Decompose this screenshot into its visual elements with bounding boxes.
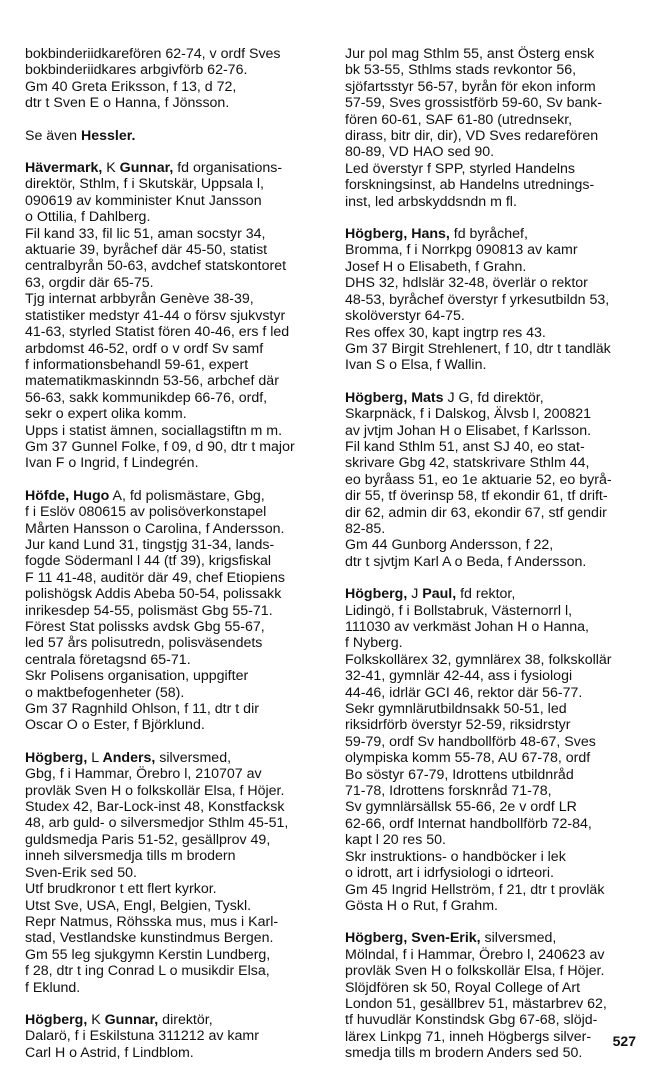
entry-line	[345, 259, 645, 275]
headword: Gunnar,	[119, 160, 174, 177]
entry-line	[25, 390, 325, 406]
entry-text: 57-59, Sves grossistförb 59-60, Sv bank-	[345, 95, 603, 112]
entry-text: Lidingö, f i Bollstabruk, Västernorrl l,	[345, 602, 573, 619]
entry-text: London 51, gesällbrev 51, mästarbrev 62,	[345, 995, 607, 1012]
entry-text: Gm 40 Greta Eriksson, f 13, d 72,	[25, 78, 237, 95]
entry-text: inrikesdep 54-55, polismäst Gbg 55-71.	[25, 602, 273, 619]
entry-text: Gm 55 leg sjukgymn Kerstin Lundberg,	[25, 946, 271, 963]
entry-text: Gm 37 Gunnel Folke, f 09, d 90, dtr t major	[25, 438, 295, 455]
entry-line	[25, 799, 325, 815]
headword: Höfde, Hugo	[25, 487, 110, 504]
entry-text: Sekr gymnlärutbildnsakk 50-51, led	[345, 701, 567, 718]
entry-text: skrivare Gbg 42, statskrivare Sthlm 44,	[345, 455, 590, 472]
entry-text: olympiska komm 55-78, AU 67-78, ordf	[345, 750, 591, 767]
entry-line	[345, 275, 645, 291]
entry-line	[345, 882, 645, 898]
entry-text: fd byråchef,	[449, 226, 528, 243]
entry-text: K	[102, 160, 120, 177]
entry-line	[345, 996, 645, 1012]
entry-line	[345, 980, 645, 996]
entry-text: Tjg internat arbbyrån Genève 38-39,	[25, 291, 254, 308]
entry-text: Carl H o Astrid, f Lindblom.	[25, 1044, 194, 1061]
entry-line	[345, 586, 645, 602]
entry-text: Sven-Erik sed 50.	[25, 864, 137, 881]
entry-line	[25, 570, 325, 586]
entry-line	[345, 537, 645, 553]
entry-text: 41-63, styrled Statist fören 40-46, ers f led	[25, 324, 290, 341]
entry-text: 48-53, byråchef överstyr f yrkesutbildn 53,	[345, 291, 610, 308]
entry-line	[25, 603, 325, 619]
entry-text: A, fd polismästare, Gbg,	[109, 487, 265, 504]
entry-line	[25, 783, 325, 799]
entry-line	[345, 128, 645, 144]
entry-line	[25, 176, 325, 192]
biography-entry	[345, 930, 645, 1061]
entry-line	[25, 521, 325, 537]
entry-text: guldsmedja Paris 51-52, gesällprov 49,	[25, 831, 271, 848]
entry-line	[345, 963, 645, 979]
biography-entry	[345, 586, 645, 914]
entry-text: Mölndal, f i Hammar, Örebro l, 240623 av	[345, 946, 605, 963]
entry-line	[25, 46, 325, 62]
entry-line	[25, 308, 325, 324]
biography-entry	[25, 488, 325, 734]
entry-text: stad, Vestlandske kunstindmus Bergen.	[25, 930, 274, 947]
entry-text: riksidrförb överstyr 52-59, riksidrstyr	[345, 717, 571, 734]
entry-text: dtr t Sven E o Hanna, f Jönsson.	[25, 95, 230, 112]
headword: Gunnar,	[104, 1011, 159, 1028]
entry-text: Skr Polisens organisation, uppgifter	[25, 668, 249, 685]
entry-text: inneh silversmedja tills m brodern	[25, 848, 236, 865]
entry-text: Gm 45 Ingrid Hellström, f 21, dtr t provläk	[345, 881, 605, 898]
entry-line	[25, 488, 325, 504]
biography-entry	[25, 1012, 325, 1061]
entry-line	[25, 635, 325, 651]
entry-line	[345, 423, 645, 439]
biography-entry	[345, 226, 645, 374]
entry-line	[345, 521, 645, 537]
entry-line	[345, 849, 645, 865]
entry-line	[345, 898, 645, 914]
entry-text: Fil kand 33, fil lic 51, aman socstyr 34,	[25, 225, 266, 242]
entry-line	[25, 406, 325, 422]
entry-line	[25, 947, 325, 963]
entry-line	[345, 488, 645, 504]
entry-text: centrala företagsnd 65-71.	[25, 651, 191, 668]
entry-line	[345, 930, 645, 946]
entry-text: Repr Natmus, Röhsska mus, mus i Karl-	[25, 913, 279, 930]
entry-text: fd rektor,	[456, 586, 516, 603]
entry-text: F 11 41-48, auditör där 49, chef Etiopiens	[25, 569, 286, 586]
entry-line	[345, 341, 645, 357]
entry-text: f 28, dtr t ing Conrad L o musikdir Elsa,	[25, 963, 270, 980]
entry-line	[345, 701, 645, 717]
entry-line	[345, 554, 645, 570]
entry-text: sjöfartsstyr 56-57, byrån för ekon inform	[345, 78, 596, 95]
entry-line	[25, 275, 325, 291]
biography-entry	[25, 160, 325, 472]
entry-line	[345, 505, 645, 521]
entry-line	[345, 325, 645, 341]
entry-line	[345, 95, 645, 111]
entry-line	[25, 537, 325, 553]
headword: Högberg,	[345, 586, 408, 603]
entry-line	[25, 1028, 325, 1044]
entry-line	[345, 144, 645, 160]
headword: Högberg, Mats	[345, 389, 444, 406]
entry-line	[25, 128, 325, 144]
entry-line	[25, 423, 325, 439]
entry-text: arbdomst 46-52, ordf o v ordf Sv samf	[25, 340, 264, 357]
entry-line	[25, 504, 325, 520]
entry-text: J G, fd direktör,	[443, 389, 544, 406]
entry-line	[25, 62, 325, 78]
entry-line	[345, 472, 645, 488]
entry-text: Jur kand Lund 31, tingstjg 31-34, lands-	[25, 536, 275, 553]
entry-line	[345, 62, 645, 78]
entry-text: aktuarie 39, byråchef där 45-50, statist	[25, 242, 268, 259]
entry-line	[345, 750, 645, 766]
entry-text: centralbyrån 50-63, avdchef statskontoret	[25, 258, 287, 275]
entry-line	[345, 767, 645, 783]
entry-text: Res offex 30, kapt ingtrp res 43.	[345, 324, 546, 341]
entry-line	[25, 226, 325, 242]
entry-line	[25, 258, 325, 274]
entry-text: fd organisations-	[173, 160, 283, 177]
headword: Anders,	[102, 749, 156, 766]
entry-line	[345, 390, 645, 406]
entry-text: o idrott, art i idrfysiologi o idrteori.	[345, 865, 554, 882]
entry-line	[25, 373, 325, 389]
entry-line	[25, 160, 325, 176]
headword: Paul,	[422, 586, 457, 603]
entry-text: Jur pol mag Sthlm 55, anst Österg ensk	[345, 46, 595, 62]
page-number: 527	[612, 1033, 636, 1049]
entry-text: kapt l 20 res 50.	[345, 832, 446, 849]
entry-text: silversmed,	[155, 749, 232, 766]
headword: Hävermark,	[25, 160, 103, 177]
entry-text: 59-79, ordf Sv handbollförb 48-67, Sves	[345, 733, 596, 750]
entry-line	[25, 95, 325, 111]
entry-line	[345, 832, 645, 848]
headword: Hessler.	[81, 127, 136, 144]
entry-text: sekr o expert olika komm.	[25, 406, 187, 423]
entry-text: f i Eslöv 080615 av polisöverkonstapel	[25, 504, 267, 521]
entry-line	[25, 668, 325, 684]
entry-text: K	[87, 1011, 105, 1028]
entry-text: Josef H o Elisabeth, f Grahn.	[345, 258, 527, 275]
entry-text: 48, arb guld- o silversmedjor Sthlm 45-51,	[25, 815, 289, 832]
entry-text: Skarpnäck, f i Dalskog, Älvsb l, 200821	[345, 406, 592, 423]
entry-text: bokbinderiidkares arbgivförb 62-76.	[25, 62, 248, 79]
entry-line	[25, 914, 325, 930]
entry-line	[25, 324, 325, 340]
entry-line	[25, 685, 325, 701]
entry-text: 82-85.	[345, 520, 386, 537]
entry-text: direktör, Sthlm, f i Skutskär, Uppsala l,	[25, 176, 264, 193]
entry-text: 32-41, gymnlär 42-44, ass i fysiologi	[345, 668, 573, 685]
biography-entry	[25, 46, 325, 112]
entry-line	[345, 865, 645, 881]
entry-line	[25, 1045, 325, 1061]
entry-text: fogde Södermanl l 44 (tf 39), krigsfiskal	[25, 553, 272, 570]
entry-text: Gösta H o Rut, f Grahm.	[345, 897, 498, 914]
entry-line	[345, 242, 645, 258]
entry-text: Slöjdfören sk 50, Royal College of Art	[345, 979, 581, 996]
entry-text: direktör,	[158, 1011, 213, 1028]
entry-text: provläk Sven H o folkskollär Elsa, f Höjer.	[25, 782, 285, 799]
entry-text: lärex Linkpg 71, inneh Högbergs silver-	[345, 1028, 592, 1045]
entry-text: Se även	[25, 127, 82, 144]
entry-text: polishögsk Addis Abeba 50-54, polissakk	[25, 586, 282, 603]
entry-line	[25, 209, 325, 225]
entry-line	[345, 635, 645, 651]
entry-text: tf huvudlär Konstindsk Gbg 67-68, slöjd-	[345, 1012, 598, 1029]
entry-text: Oscar O o Ester, f Björklund.	[25, 717, 205, 734]
entry-text: L	[87, 749, 103, 766]
biography-entry	[345, 46, 645, 210]
entry-text: Utf brudkronor t ett flert kyrkor.	[25, 881, 217, 898]
entry-text: f informationsbehandl 59-61, expert	[25, 356, 249, 373]
entry-line	[25, 848, 325, 864]
entry-text: 56-63, sakk kommunikdep 66-76, ordf,	[25, 389, 268, 406]
entry-line	[345, 226, 645, 242]
entry-line	[25, 815, 325, 831]
entry-text: 62-66, ordf Internat handbollförb 72-84,	[345, 815, 592, 832]
entry-text: Upps i statist ämnen, sociallagstiftn m m.	[25, 422, 283, 439]
entry-text: 44-46, idrlär GCI 46, rektor där 56-77.	[345, 684, 583, 701]
entry-text: provläk Sven H o folkskollär Elsa, f Höjer.	[345, 963, 605, 980]
entry-line	[345, 161, 645, 177]
entry-text: Gm 37 Ragnhild Ohlson, f 11, dtr t dir	[25, 701, 259, 718]
entry-text: smedja tills m brodern Anders sed 50.	[345, 1045, 583, 1062]
entry-line	[25, 701, 325, 717]
entry-line	[345, 717, 645, 733]
entry-line	[345, 783, 645, 799]
entry-text: dtr t sjvtjm Karl A o Beda, f Andersson.	[345, 553, 587, 570]
entry-text: Dalarö, f i Eskilstuna 311212 av kamr	[25, 1028, 259, 1045]
entry-text: Gm 44 Gunborg Andersson, f 22,	[345, 537, 554, 554]
entry-text: Bo söstyr 67-79, Idrottens utbildnråd	[345, 766, 574, 783]
entry-line	[25, 1012, 325, 1028]
entry-line	[345, 177, 645, 193]
entry-line	[345, 816, 645, 832]
entry-line	[25, 750, 325, 766]
entry-line	[345, 79, 645, 95]
headword: Högberg, Sven-Erik,	[345, 930, 481, 947]
entry-text: Sv gymnlärsällsk 55-66, 2e v ordf LR	[345, 799, 577, 816]
entry-line	[345, 1045, 645, 1061]
entry-text: Led överstyr f SPP, styrled Handelns	[345, 160, 576, 177]
entry-text: dir 55, tf överinsp 58, tf ekondir 61, tf drift-	[345, 488, 608, 505]
entry-text: matematikmaskinndn 53-56, arbchef där	[25, 373, 279, 390]
entry-text: Gbg, f i Hammar, Örebro l, 210707 av	[25, 766, 262, 783]
entry-line	[25, 832, 325, 848]
entry-line	[345, 668, 645, 684]
entry-text: Förest Stat polissks avdsk Gbg 55-67,	[25, 619, 265, 635]
biography-entry	[25, 128, 325, 144]
entry-text: 111030 av verkmäst Johan H o Hanna,	[345, 619, 589, 635]
entry-line	[25, 357, 325, 373]
biography-entry	[25, 750, 325, 996]
entry-line	[25, 865, 325, 881]
entry-line	[345, 734, 645, 750]
entry-text: o Ottilia, f Dahlberg.	[25, 209, 151, 226]
entry-text: 63, orgdir där 65-75.	[25, 274, 154, 291]
entry-text: inst, led arbskyddsndn m fl.	[345, 193, 517, 210]
entry-line	[25, 619, 325, 635]
entry-text: J	[407, 586, 423, 603]
entry-line	[25, 291, 325, 307]
entry-text: Mårten Hansson o Carolina, f Andersson.	[25, 520, 285, 537]
entry-text: bk 53-55, Sthlms stads revkontor 56,	[345, 62, 577, 79]
entry-line	[25, 79, 325, 95]
entry-text: Studex 42, Bar-Lock-inst 48, Konstfacksk	[25, 799, 285, 816]
entry-line	[25, 553, 325, 569]
entry-line	[345, 603, 645, 619]
entry-line	[25, 881, 325, 897]
entry-line	[25, 717, 325, 733]
entry-text: 80-89, VD HAO sed 90.	[345, 144, 495, 161]
entry-text: eo byråass 51, eo 1e aktuarie 52, eo byrå-	[345, 471, 612, 488]
entry-line	[25, 455, 325, 471]
entry-text: Folkskollärex 32, gymnlärex 38, folkskollär	[345, 651, 612, 668]
entry-line	[25, 930, 325, 946]
entry-text: bokbinderiidkarefören 62-74, v ordf Sves	[25, 46, 281, 62]
left-column	[25, 46, 325, 1077]
entry-line	[25, 766, 325, 782]
entry-line	[345, 1012, 645, 1028]
entry-text: Skr instruktions- o handböcker i lek	[345, 848, 566, 865]
entry-line	[25, 439, 325, 455]
headword: Högberg,	[25, 749, 88, 766]
entry-text: o maktbefogenheter (58).	[25, 684, 185, 701]
entry-text: silversmed,	[480, 930, 557, 947]
entry-text: statistiker medstyr 41-44 o försv sjukvstyr	[25, 307, 286, 324]
entry-text: dir 62, admin dir 63, ekondir 67, stf gendir	[345, 504, 607, 521]
entry-text: Bromma, f i Norrkpg 090813 av kamr	[345, 242, 578, 259]
entry-line	[25, 193, 325, 209]
entry-line	[345, 439, 645, 455]
entry-line	[345, 46, 645, 62]
entry-line	[25, 652, 325, 668]
right-column	[345, 46, 645, 1078]
entry-line	[345, 652, 645, 668]
entry-text: Ivan S o Elsa, f Wallin.	[345, 357, 487, 374]
entry-text: led 57 års polisutredn, polisväsendets	[25, 635, 263, 652]
entry-line	[345, 308, 645, 324]
entry-text: av jvtjm Johan H o Elisabet, f Karlsson.	[345, 422, 592, 439]
entry-text: DHS 32, hdlslär 32-48, överlär o rektor	[345, 275, 588, 292]
entry-line	[25, 980, 325, 996]
entry-line	[345, 292, 645, 308]
entry-line	[345, 112, 645, 128]
entry-line	[345, 406, 645, 422]
entry-text: Fil kand Sthlm 51, anst SJ 40, eo stat-	[345, 438, 585, 455]
entry-line	[345, 685, 645, 701]
entry-line	[25, 586, 325, 602]
entry-text: f Eklund.	[25, 979, 81, 996]
entry-text: f Nyberg.	[345, 635, 403, 652]
entry-line	[345, 357, 645, 373]
entry-line	[25, 963, 325, 979]
entry-text: forskningsinst, ab Handelns utrednings-	[345, 177, 595, 194]
entry-line	[345, 455, 645, 471]
headword: Högberg, Hans,	[345, 226, 450, 243]
entry-text: Gm 37 Birgit Strehlenert, f 10, dtr t tandläk	[345, 340, 611, 357]
entry-line	[345, 1029, 645, 1045]
biography-entry	[345, 390, 645, 570]
entry-line	[345, 799, 645, 815]
entry-text: skolöverstyr 64-75.	[345, 308, 465, 325]
entry-text: 090619 av komminister Knut Jansson	[25, 192, 262, 209]
entry-line	[25, 898, 325, 914]
entry-text: fören 60-61, SAF 61-80 (utrednsekr,	[345, 111, 573, 128]
entry-text: Ivan F o Ingrid, f Lindegrén.	[25, 455, 199, 472]
headword: Högberg,	[25, 1011, 88, 1028]
entry-line	[345, 619, 645, 635]
entry-line	[345, 194, 645, 210]
entry-line	[25, 242, 325, 258]
entry-line	[25, 341, 325, 357]
entry-text: 71-78, Idrottens forsknråd 71-78,	[345, 783, 552, 800]
entry-line	[345, 947, 645, 963]
entry-text: Utst Sve, USA, Engl, Belgien, Tyskl.	[25, 897, 252, 914]
entry-text: dirass, bitr dir, dir), VD Sves redarefören	[345, 128, 599, 145]
